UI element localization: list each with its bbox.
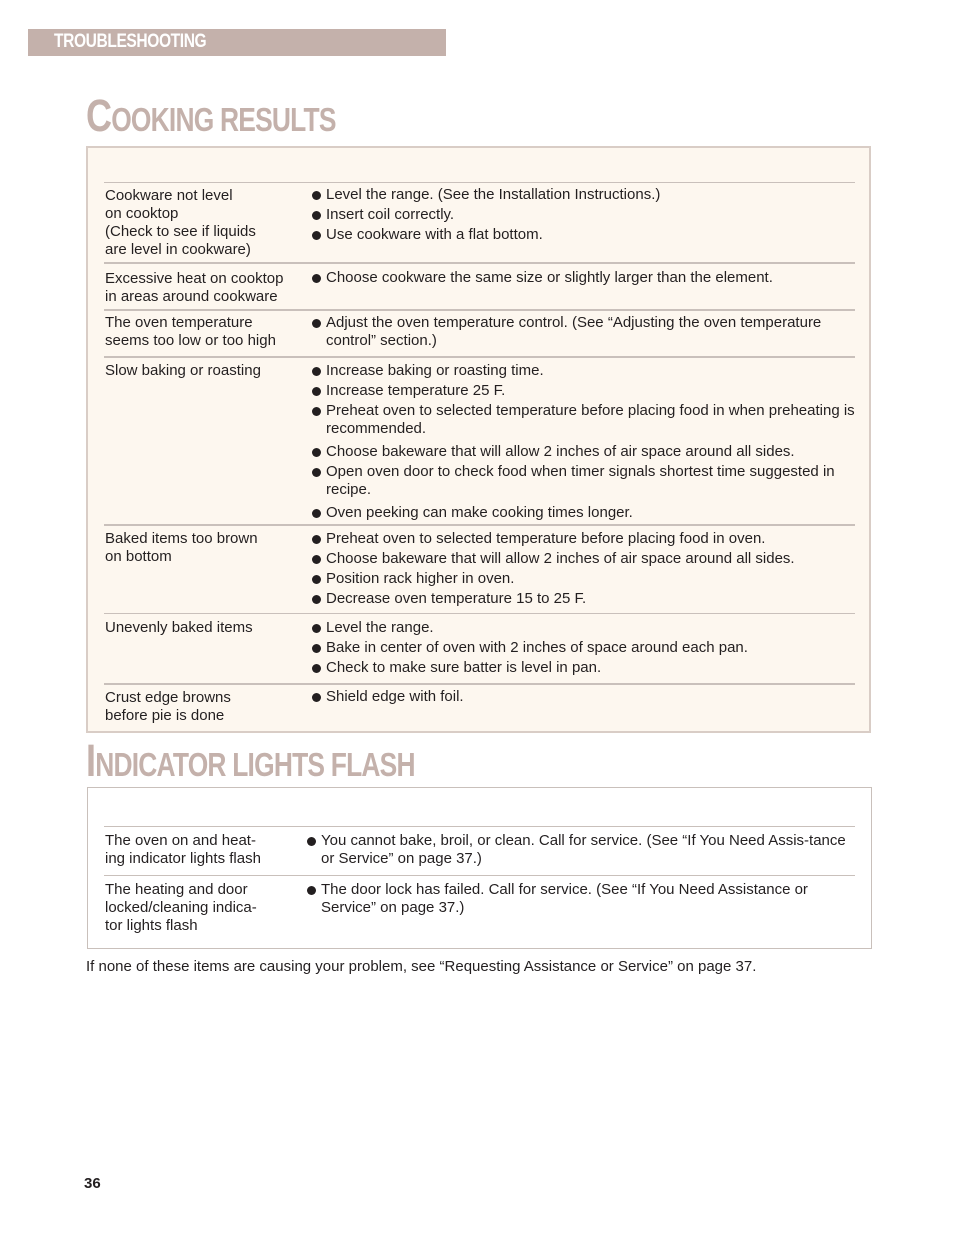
solution-list bbox=[311, 362, 856, 522]
solution-item: Choose bakeware that will allow 2 inches of air space around all sides. bbox=[311, 550, 856, 568]
solution-item: The door lock has failed. Call for service. (See “If You Need Assistance or Service” on page 37.) bbox=[306, 881, 846, 917]
cooking-results-title-rest: OOKING RESULTS bbox=[111, 101, 336, 138]
section-header-bar bbox=[28, 29, 446, 56]
table-row bbox=[104, 356, 855, 524]
solution-item: Use cookware with a flat bottom. bbox=[311, 226, 856, 244]
problem-cause: Baked items too brown on bottom bbox=[105, 530, 258, 565]
solution-item: Preheat oven to selected temperature before placing food in when preheating is recommended. bbox=[311, 402, 856, 438]
solution-list bbox=[306, 832, 846, 868]
cooking-results-title-initial: C bbox=[86, 90, 112, 141]
solution-item: Level the range. bbox=[311, 619, 856, 637]
solution-list bbox=[306, 881, 846, 917]
solution-list bbox=[311, 186, 856, 244]
table-row bbox=[104, 613, 855, 683]
solution-item: Check to make sure batter is level in pan. bbox=[311, 659, 856, 677]
section-header-label: TROUBLESHOOTING bbox=[54, 31, 207, 52]
cooking-results-table bbox=[86, 146, 871, 733]
solution-item: Choose cookware the same size or slightly larger than the element. bbox=[311, 269, 856, 287]
indicator-lights-title-rest: NDICATOR LIGHTS FLASH bbox=[95, 746, 415, 783]
problem-cause: The oven temperature seems too low or too high bbox=[105, 314, 276, 349]
table-row bbox=[104, 182, 855, 262]
solution-list bbox=[311, 619, 856, 677]
solution-item: Decrease oven temperature 15 to 25 F. bbox=[311, 590, 856, 608]
solution-item: Increase temperature 25 F. bbox=[311, 382, 856, 400]
problem-cause: The heating and door locked/cleaning indica- tor lights flash bbox=[105, 881, 257, 934]
solution-item: Position rack higher in oven. bbox=[311, 570, 856, 588]
solution-item: Increase baking or roasting time. bbox=[311, 362, 856, 380]
table-row bbox=[104, 875, 855, 943]
indicator-lights-table bbox=[87, 787, 872, 949]
problem-cause: Crust edge browns before pie is done bbox=[105, 689, 231, 724]
solution-list bbox=[311, 269, 856, 287]
indicator-lights-title bbox=[86, 735, 415, 786]
table-row bbox=[104, 826, 855, 875]
problem-cause: Cookware not level on cooktop (Check to see if liquids are level in cookware) bbox=[105, 187, 256, 258]
indicator-lights-title-initial: I bbox=[86, 735, 96, 786]
solution-list bbox=[311, 530, 856, 608]
solution-item: Preheat oven to selected temperature before placing food in oven. bbox=[311, 530, 856, 548]
table-row bbox=[104, 524, 855, 613]
problem-cause: The oven on and heat- ing indicator lights flash bbox=[105, 832, 261, 867]
solution-item: Adjust the oven temperature control. (See “Adjusting the oven temperature control” section.) bbox=[311, 314, 856, 350]
solution-item: Open oven door to check food when timer signals shortest time suggested in recipe. bbox=[311, 463, 856, 499]
solution-list bbox=[311, 688, 856, 706]
problem-cause: Slow baking or roasting bbox=[105, 362, 261, 379]
solution-item: Level the range. (See the Installation Instructions.) bbox=[311, 186, 856, 204]
solution-item: Insert coil correctly. bbox=[311, 206, 856, 224]
solution-item: Shield edge with foil. bbox=[311, 688, 856, 706]
problem-cause: Excessive heat on cooktop in areas around cookware bbox=[105, 270, 284, 305]
solution-item: You cannot bake, broil, or clean. Call for service. (See “If You Need Assis-tance or Service” on page 37.) bbox=[306, 832, 846, 868]
page-number: 36 bbox=[84, 1175, 101, 1192]
solution-item: Bake in center of oven with 2 inches of space around each pan. bbox=[311, 639, 856, 657]
table-row bbox=[104, 262, 855, 309]
solution-list bbox=[311, 314, 856, 350]
cooking-results-title bbox=[86, 90, 336, 141]
footer-note: If none of these items are causing your problem, see “Requesting Assistance or Service” on page 37. bbox=[86, 958, 757, 975]
problem-cause: Unevenly baked items bbox=[105, 619, 253, 636]
solution-item: Oven peeking can make cooking times longer. bbox=[311, 504, 856, 522]
table-row bbox=[104, 683, 855, 731]
table-row bbox=[104, 309, 855, 356]
solution-item: Choose bakeware that will allow 2 inches of air space around all sides. bbox=[311, 443, 856, 461]
